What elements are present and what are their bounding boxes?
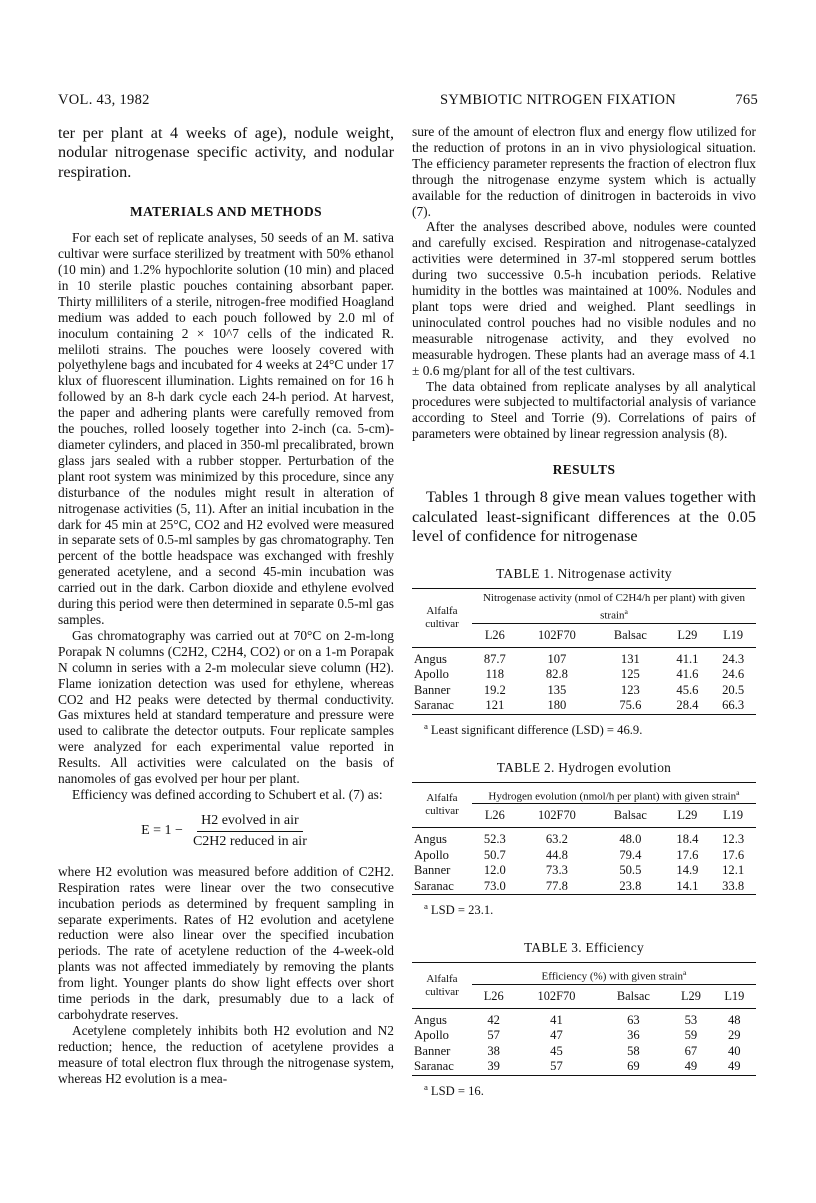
value-cell: 45.6: [676, 682, 699, 697]
table-row: [412, 1008, 756, 1028]
cultivar-cell: Banner: [414, 682, 451, 697]
strain-header: L29: [669, 984, 712, 1008]
table-row: [412, 828, 756, 848]
table-row: [412, 648, 756, 668]
table-row: [412, 683, 756, 698]
tables-container: [412, 566, 756, 1098]
value-cell: 39: [487, 1059, 500, 1074]
value-cell: 42: [487, 1012, 500, 1027]
left-column: [58, 124, 394, 1087]
value-cell: 29: [728, 1028, 741, 1043]
formula-denominator: C2H2 reduced in air: [192, 833, 307, 849]
value-cell: 66.3: [722, 698, 745, 713]
value-cell: 63: [627, 1012, 640, 1027]
value-cell: 75.6: [619, 698, 642, 713]
value-cell: 107: [547, 652, 567, 666]
strain-header: 102F70: [518, 804, 596, 828]
footnote-marker: a: [683, 968, 687, 978]
running-title: SYMBIOTIC NITROGEN FIXATION: [440, 92, 677, 108]
footnote-marker: a: [424, 720, 428, 731]
value-cell: 73.0: [483, 878, 506, 893]
footnote-text: LSD = 16.: [430, 1083, 484, 1098]
value-cell: 14.1: [676, 878, 699, 893]
value-cell: 41.6: [676, 667, 699, 682]
value-cell: 38: [487, 1043, 500, 1058]
value-cell: 121: [485, 698, 505, 713]
formula-lhs: E = 1 −: [141, 823, 183, 839]
value-cell: 28.4: [676, 698, 699, 713]
table-3: [412, 940, 756, 1098]
value-cell: 17.6: [722, 847, 745, 862]
methods-paragraph-4: where H2 evolution was measured before addition of C2H2. Respiration rates were linear over the two consecutive incubation periods as determined by frequent sampling in separate experiments. Rates of H2 evolution and acetylene reduction were also linear over the specified incubation periods. The rate of acetylene reduction of the 4-week-old plants was not affected immediately by removing the plants from light. Younger plants do show light effects over short time periods in the dark, presumably due to a lack of carbohydrate reserves.: [58, 863, 394, 1022]
table-footnote: [412, 1082, 756, 1099]
cultivar-cell: Banner: [414, 1043, 451, 1058]
value-cell: 123: [620, 682, 640, 697]
strain-header: L19: [713, 984, 756, 1008]
table-row: [412, 667, 756, 682]
value-cell: 53: [684, 1012, 698, 1027]
cultivar-cell: Banner: [414, 863, 451, 878]
value-cell: 36: [627, 1028, 640, 1043]
footnote-marker: a: [424, 901, 428, 912]
strain-header: L29: [665, 624, 711, 648]
cultivar-cell: Saranac: [414, 698, 454, 713]
table-row: [412, 879, 756, 895]
strain-header: Balsac: [596, 804, 664, 828]
value-cell: 58: [627, 1043, 640, 1058]
methods-paragraph-7: The data obtained from replicate analyses by all analytical procedures were subjected to multifactorial analysis of variance according to Steel and Torrie (9). Correlations of pairs of parameters were obtained by linear regression analysis (8).: [412, 378, 756, 442]
value-cell: 41: [550, 1012, 563, 1027]
data-table: [412, 588, 756, 714]
value-cell: 57: [550, 1059, 563, 1074]
formula-fraction: [189, 813, 311, 850]
right-column: [412, 124, 756, 1099]
table-row: [412, 1028, 756, 1043]
table-footnote: [412, 721, 756, 738]
value-cell: 20.5: [722, 682, 745, 697]
methods-heading: MATERIALS AND METHODS: [130, 204, 322, 220]
strain-header: 102F70: [518, 624, 596, 648]
strain-header: L26: [472, 624, 518, 648]
cultivar-cell: Angus: [414, 832, 447, 847]
strain-header: 102F70: [515, 984, 597, 1008]
value-cell: 44.8: [545, 847, 568, 862]
cultivar-cell: Apollo: [414, 667, 449, 682]
value-cell: 14.9: [676, 863, 699, 878]
footnote-marker: a: [424, 1081, 428, 1092]
data-table: [412, 962, 756, 1075]
value-cell: 49: [684, 1059, 698, 1074]
footnote-text: LSD = 23.1.: [430, 903, 494, 918]
table-row: [412, 1044, 756, 1059]
span-header: [472, 782, 756, 804]
cultivar-cell: Angus: [414, 1012, 447, 1027]
results-paragraph: Tables 1 through 8 give mean values together with calculated least-significant differences at the 0.05 level of confidence for nitrogenase: [412, 488, 756, 545]
footnote-marker: a: [624, 607, 628, 617]
value-cell: 87.7: [483, 652, 506, 666]
table-row: [412, 698, 756, 714]
table-caption: TABLE 1. Nitrogenase activity: [496, 566, 672, 582]
value-cell: 50.5: [619, 863, 642, 878]
table-row: [412, 848, 756, 863]
value-cell: 118: [485, 667, 505, 682]
table-row: [412, 1059, 756, 1075]
cultivar-header: Alfalfa cultivar: [425, 605, 459, 631]
results-heading: RESULTS: [552, 462, 616, 478]
value-cell: 79.4: [619, 847, 642, 862]
value-cell: 24.6: [722, 667, 745, 682]
methods-paragraph-continued: sure of the amount of electron flux and energy flow utilized for the reduction of protons in an in vivo physiological situation. The efficiency parameter represents the fraction of electron flux through the nitrogenase enzyme system which is actually available for the reduction of dinitrogen in bacteroids in vivo (7).: [412, 124, 756, 219]
value-cell: 33.8: [722, 878, 745, 893]
value-cell: 73.3: [545, 863, 568, 878]
methods-paragraph-1: For each set of replicate analyses, 50 seeds of an M. sativa cultivar were surface sterilized by treatment with 50% ethanol (10 min) and 1.2% hypochlorite solution (10 min) and placed in 10 sterile plastic pouches containing absorbant paper. Thirty milliliters of a sterile, nitrogen-free modified Hoagland medium was added to each pouch followed by 2.0 ml of inoculum containing 2 × 10^7 cells of the indicated R. meliloti strains. The pouches were loosely covered with polyethylene bags and incubated for 4 weeks at 24°C under 17 klux of fluorescent illumination. Lights remained on for 16 h followed by an 8-h dark cycle each 24-h period. At harvest, the paper and adhering plants were carefully removed from the pouches, rolled loosely together into 2-inch (ca. 5-cm)-diameter cylinders, and placed in 350-ml precalibrated, brown glass jars sealed with a rubber stopper. Perturbation of the plant root system was minimized by this procedure, since any disturbance of the nodules might result in alteration of nitrogenase activities (5, 11). After an initial incubation in the dark for 45 min at 25°C, CO2 and H2 evolved were measured in separate sets of 0.5-ml samples by gas chromatography. Ten percent of the bottle headspace was exchanged with freshly generated acetylene, and a second 45-min incubation was carried out in the dark. Carbon dioxide and ethylene evolved during this period were then determined in separate 0.5-ml gas samples.: [58, 230, 394, 627]
footnote-text: Least significant difference (LSD) = 46.9.: [430, 722, 643, 737]
value-cell: 41.1: [676, 652, 699, 666]
value-cell: 135: [547, 682, 567, 697]
cultivar-cell: Saranac: [414, 878, 454, 893]
data-table: [412, 782, 756, 895]
strain-header: Balsac: [596, 624, 664, 648]
cultivar-header: Alfalfa cultivar: [425, 792, 459, 818]
value-cell: 18.4: [676, 832, 699, 847]
value-cell: 63.2: [545, 832, 568, 847]
value-cell: 47: [550, 1028, 563, 1043]
value-cell: 12.1: [722, 863, 745, 878]
value-cell: 48.0: [619, 832, 642, 847]
value-cell: 52.3: [483, 832, 506, 847]
table-caption: TABLE 3. Efficiency: [523, 940, 645, 956]
value-cell: 45: [550, 1043, 563, 1058]
span-header-text: Efficiency (%) with given strain: [541, 970, 684, 983]
value-cell: 69: [627, 1059, 640, 1074]
table-2: [412, 760, 756, 918]
value-cell: 57: [487, 1028, 500, 1043]
value-cell: 23.8: [619, 878, 642, 893]
efficiency-formula: [58, 813, 394, 850]
intro-tail-paragraph: ter per plant at 4 weeks of age), nodule weight, nodular nitrogenase specific activity, and nodular respiration.: [58, 124, 394, 181]
span-header: [472, 963, 756, 985]
strain-header: Balsac: [598, 984, 670, 1008]
value-cell: 59: [684, 1028, 698, 1043]
value-cell: 19.2: [483, 682, 506, 697]
value-cell: 24.3: [722, 652, 745, 666]
strain-header: L29: [665, 804, 711, 828]
strain-header: L26: [472, 984, 515, 1008]
value-cell: 125: [620, 667, 640, 682]
table-1: [412, 566, 756, 737]
methods-paragraph-5: Acetylene completely inhibits both H2 evolution and N2 reduction; hence, the reduction of acetylene provides a measure of total electron flux through the nitrogenase system, whereas H2 evolution is a mea-: [58, 1022, 394, 1086]
span-header-text: Hydrogen evolution (nmol/h per plant) with given strain: [488, 790, 737, 803]
value-cell: 67: [684, 1043, 698, 1058]
formula-numerator: H2 evolved in air: [197, 813, 303, 832]
cultivar-cell: Apollo: [414, 847, 449, 862]
methods-paragraph-6: After the analyses described above, nodules were counted and carefully excised. Respiration and nitrogenase-catalyzed activities were determined in 37-ml stoppered serum bottles during two successive 0.5-h incubation periods. Relative humidity in the bottles was maintained at 100%. Nodules and plant tops were dried and weighed. Plant seedlings in uninoculated control pouches had no visible nodules and no measurable nitrogenase activity, and they evolved no measurable hydrogen. These plants had an average mass of 4.1 ± 0.6 mg/plant for all of the test cultivars.: [412, 219, 756, 378]
footnote-marker: a: [736, 787, 740, 797]
span-header-text: Nitrogenase activity (nmol of C2H4/h per plant) with given strain: [482, 592, 746, 622]
span-header: [472, 589, 756, 624]
value-cell: 180: [547, 698, 567, 713]
value-cell: 50.7: [483, 847, 506, 862]
page-number: 765: [735, 92, 758, 108]
cultivar-header: Alfalfa cultivar: [425, 972, 459, 998]
value-cell: 12.0: [483, 863, 506, 878]
value-cell: 17.6: [676, 847, 699, 862]
value-cell: 82.8: [545, 667, 568, 682]
value-cell: 49: [728, 1059, 741, 1074]
value-cell: 48: [728, 1012, 741, 1027]
strain-header: L19: [710, 804, 756, 828]
value-cell: 12.3: [722, 832, 745, 847]
methods-paragraph-3: Efficiency was defined according to Schubert et al. (7) as:: [72, 786, 383, 802]
value-cell: 77.8: [545, 878, 568, 893]
methods-paragraph-2: Gas chromatography was carried out at 70°C on 2-m-long Porapak N columns (C2H2, C2H4, CO2) or on a 1-m Porapak N column in series with a 2-m molecular sieve column (H2). Flame ionization detection was used for ethylene, whereas CO2 and H2 peaks were detected by thermal conductivity. Gas mixtures held at standard temperature and pressure were used to calibrate the detector outputs. Four replicate samples were analyzed for each experimental value reported in Results. All activities were calculated on the basis of nanomoles of gas evolved per hour per plant.: [58, 627, 394, 787]
table-row: [412, 863, 756, 878]
cultivar-cell: Saranac: [414, 1059, 454, 1074]
cultivar-cell: Apollo: [414, 1028, 449, 1043]
value-cell: 131: [620, 652, 640, 666]
strain-header: L26: [472, 804, 518, 828]
table-footnote: [412, 901, 756, 918]
volume-label: VOL. 43, 1982: [58, 92, 150, 108]
strain-header: L19: [710, 624, 756, 648]
cultivar-cell: Angus: [414, 652, 447, 666]
value-cell: 40: [728, 1043, 741, 1058]
table-caption: TABLE 2. Hydrogen evolution: [496, 759, 672, 775]
